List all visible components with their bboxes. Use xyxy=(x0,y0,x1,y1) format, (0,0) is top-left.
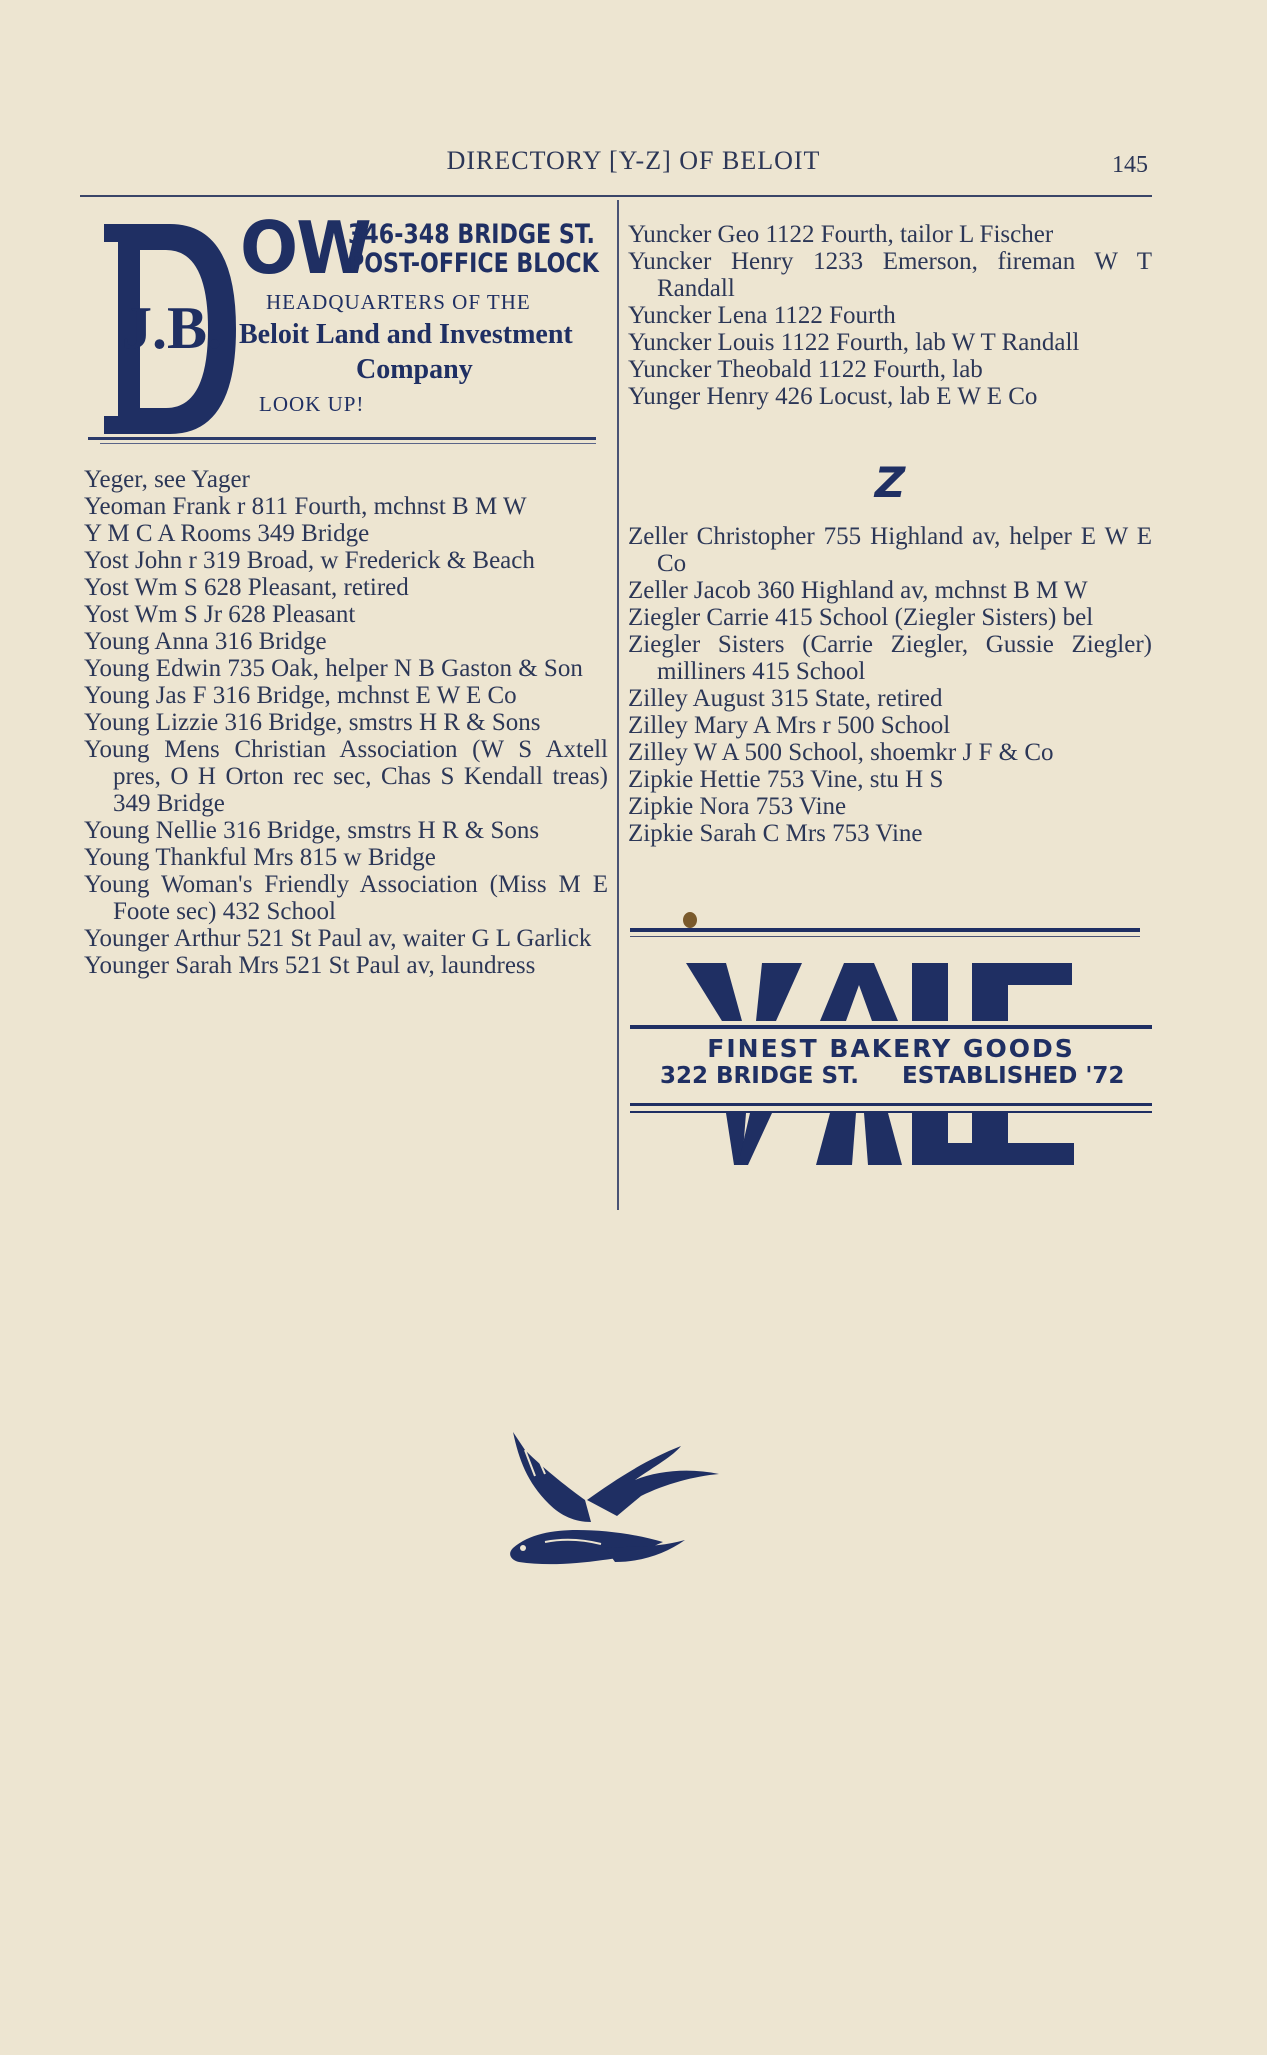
list-item: Zeller Jacob 360 Highland av, mchnst B M W xyxy=(628,577,1088,604)
list-item: Ziegler Carrie 415 School (Ziegler Sisters) bel xyxy=(628,604,1094,631)
list-item: Young Anna 316 Bridge xyxy=(84,628,327,655)
list-item: Yuncker Louis 1122 Fourth, lab W T Randall xyxy=(628,329,1080,356)
list-item: Zilley August 315 State, retired xyxy=(628,685,943,712)
dow-ad-rule xyxy=(88,437,596,440)
list-item: Young Mens Christian Association (W S Axtell pres, O H Orton rec sec, Chas S Kendall treas) 349 Bridge xyxy=(84,736,608,817)
list-item: Zipkie Hettie 753 Vine, stu H S xyxy=(628,766,944,793)
list-item: Yost John r 319 Broad, w Frederick & Beach xyxy=(84,547,535,574)
list-item: Yuncker Theobald 1122 Fourth, lab xyxy=(628,356,983,383)
dow-address-line1: 346-348 BRIDGE ST. xyxy=(348,219,595,250)
vale-advertisement xyxy=(630,955,1152,1170)
list-item: Yeger, see Yager xyxy=(84,466,250,493)
list-item: Zilley Mary A Mrs r 500 School xyxy=(628,712,951,739)
list-item: Zilley W A 500 School, shoemkr J F & Co xyxy=(628,739,1054,766)
column-divider xyxy=(617,200,619,1210)
dow-ow-text: OW xyxy=(240,206,370,290)
header-rule xyxy=(80,195,1152,197)
list-item: Young Jas F 316 Bridge, mchnst E W E Co xyxy=(84,682,517,709)
page-number: 145 xyxy=(1112,152,1148,178)
list-item: Younger Sarah Mrs 521 St Paul av, laundress xyxy=(84,952,536,979)
ink-blot xyxy=(683,912,697,928)
list-item: Yuncker Lena 1122 Fourth xyxy=(628,302,896,329)
list-item: Yunger Henry 426 Locust, lab E W E Co xyxy=(628,383,1038,410)
vale-established: ESTABLISHED '72 xyxy=(902,1063,1125,1089)
dow-company-line1: Beloit Land and Investment xyxy=(239,319,573,350)
list-item: Ziegler Sisters (Carrie Ziegler, Gussie Ziegler) milliners 415 School xyxy=(628,631,1152,685)
vale-ad-rule xyxy=(630,928,1140,932)
list-item: Y M C A Rooms 349 Bridge xyxy=(84,520,370,547)
list-item: Younger Arthur 521 St Paul av, waiter G L Garlick xyxy=(84,925,592,952)
list-item: Zeller Christopher 755 Highland av, helper E W E Co xyxy=(628,523,1152,577)
list-item: Yeoman Frank r 811 Fourth, mchnst B M W xyxy=(84,493,527,520)
list-item: Young Lizzie 316 Bridge, smstrs H R & Sons xyxy=(84,709,541,736)
dow-look-up: LOOK UP! xyxy=(259,392,365,416)
list-item: Young Nellie 316 Bridge, smstrs H R & Sons xyxy=(84,817,540,844)
right-column-entries-y xyxy=(628,221,1152,410)
list-item: Yuncker Henry 1233 Emerson, fireman W T Randall xyxy=(628,248,1152,302)
list-item: Yost Wm S 628 Pleasant, retired xyxy=(84,574,409,601)
big-d-letter-icon xyxy=(100,220,240,438)
dow-headquarters: HEADQUARTERS OF THE xyxy=(266,290,531,314)
list-item: Young Edwin 735 Oak, helper N B Gaston & Son xyxy=(84,655,583,682)
left-column-entries xyxy=(84,466,608,979)
list-item: Young Thankful Mrs 815 w Bridge xyxy=(84,844,436,871)
vale-tagline: FINEST BAKERY GOODS xyxy=(707,1034,1075,1063)
list-item: Yost Wm S Jr 628 Pleasant xyxy=(84,601,356,628)
list-item: Zipkie Sarah C Mrs 753 Vine xyxy=(628,820,923,847)
running-head: DIRECTORY [Y-Z] OF BELOIT xyxy=(446,146,821,175)
section-letter: Z xyxy=(874,458,906,507)
vale-ad-rule-thin xyxy=(630,936,1140,937)
vale-address: 322 BRIDGE ST. xyxy=(660,1063,860,1089)
dow-advertisement xyxy=(100,206,610,427)
swallow-bird-icon xyxy=(505,1430,725,1580)
dow-initials: J.B. xyxy=(121,295,223,361)
dow-address-line2: POST-OFFICE BLOCK xyxy=(348,248,599,279)
dow-company-line2: Company xyxy=(356,354,473,385)
section-heading-z xyxy=(628,458,1152,507)
dow-ad-rule-thin xyxy=(100,443,596,444)
list-item: Zipkie Nora 753 Vine xyxy=(628,793,847,820)
list-item: Young Woman's Friendly Association (Miss M E Foote sec) 432 School xyxy=(84,871,608,925)
list-item: Yuncker Geo 1122 Fourth, tailor L Fischer xyxy=(628,221,1054,248)
right-column-entries-z xyxy=(628,523,1152,847)
